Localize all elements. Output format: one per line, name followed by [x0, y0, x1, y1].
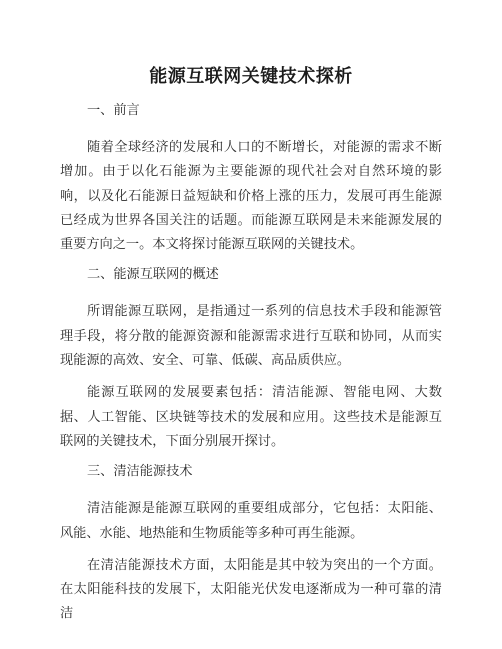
paragraph: 能源互联网的发展要素包括：清洁能源、智能电网、大数据、人工智能、区块链等技术的发展和应用。这些技术是能源互联网的关键技术，下面分别展开探讨。: [60, 385, 442, 449]
section-heading: 二、能源互联网的概述: [87, 267, 219, 283]
document-title: 能源互联网关键技术探析: [149, 66, 353, 87]
paragraph: 随着全球经济的发展和人口的不断增长，对能源的需求不断增加。由于以化石能源为主要能源的现代社会对自然环境的影响，以及化石能源日益短缺和价格上涨的压力，发展可再生能源已经成为世界各国关注的话题。而能源互联网是未来能源发展的重要方向之一。本文将探讨能源互联网的关键技术。: [60, 140, 442, 253]
section-heading: 一、前言: [87, 103, 140, 118]
section-heading: 三、清洁能源技术: [87, 464, 193, 480]
paragraph: 清洁能源是能源互联网的重要组成部分，它包括：太阳能、风能、水能、地热能和生物质能等多种可再生能源。: [60, 501, 442, 541]
paragraph: 所谓能源互联网，是指通过一系列的信息技术手段和能源管理手段，将分散的能源资源和能源需求进行互联和协同，从而实现能源的高效、安全、可靠、低碳、高品质供应。: [60, 304, 442, 369]
paragraph: 在清洁能源技术方面，太阳能是其中较为突出的一个方面。在太阳能科技的发展下，太阳能光伏发电逐渐成为一种可靠的清洁: [60, 557, 442, 622]
